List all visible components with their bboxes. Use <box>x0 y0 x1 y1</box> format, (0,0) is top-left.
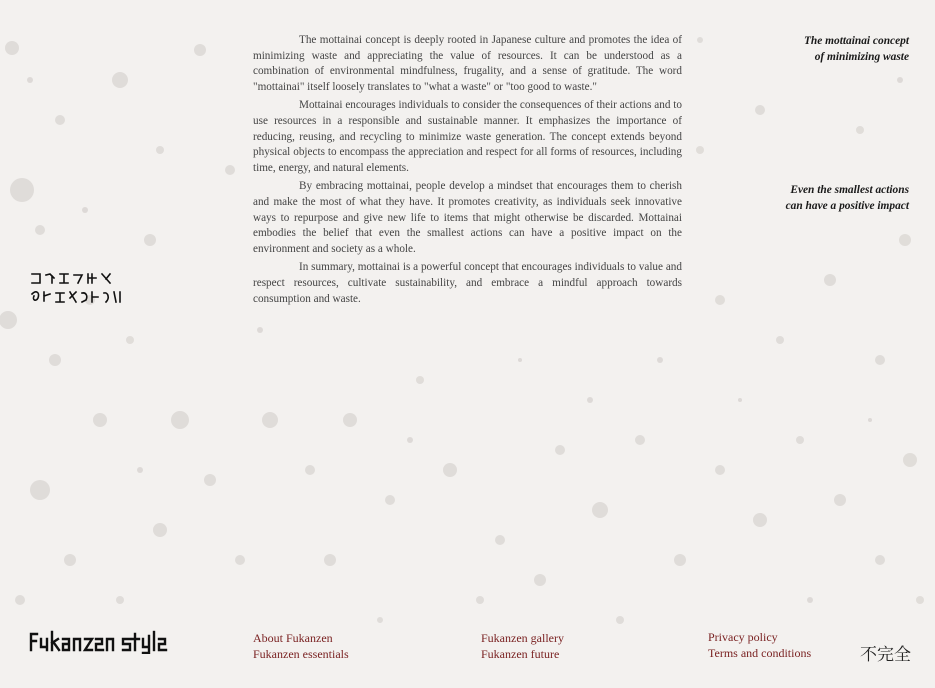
footer-link-future[interactable]: Fukanzen future <box>481 647 560 661</box>
footer-link-privacy[interactable]: Privacy policy <box>708 630 778 644</box>
article-paragraph: In summary, mottainai is a powerful concept that encourages individuals to value and respect resources, cultivate sustainability, and embrace a mindful approach towards consumption and waste. <box>253 261 682 305</box>
pull-quote-minimizing-waste <box>709 33 909 65</box>
footer-link-essentials[interactable]: Fukanzen essentials <box>253 647 349 661</box>
footer-link-about[interactable]: About Fukanzen <box>253 631 333 645</box>
decorative-glyph-mark <box>30 270 130 310</box>
footer-link-gallery[interactable]: Fukanzen gallery <box>481 631 564 645</box>
article-paragraph: By embracing mottainai, people develop a mindset that encourages them to cherish and make the most of what they have. It promotes creativity, as individuals seek innovative ways to repurpose and give new life to items that might otherwise be discarded. Mottainai embodies the belief that even the smallest actions can have a positive impact on the environment and society as a whole. <box>253 180 682 255</box>
pull-quote-line: of minimizing waste <box>814 51 909 63</box>
article-paragraph: The mottainai concept is deeply rooted in Japanese culture and promotes the idea of minimizing waste and appreciating the value of resources. It can be understood as a combination of environmental mindfulness, frugality, and a sense of gratitude. The word "mottainai" itself loosely translates to "what a waste" or "too good to waste." <box>253 34 682 93</box>
fukanzen-kanji-mark: 不完全 <box>860 645 911 665</box>
footer-links-gallery <box>481 630 564 662</box>
fukanzen-style-logo[interactable] <box>28 628 168 654</box>
footer-links-legal <box>708 629 811 661</box>
footer-links-about <box>253 630 349 662</box>
pull-quote-smallest-actions <box>709 182 909 214</box>
article-body <box>253 33 682 310</box>
article-paragraph: Mottainai encourages individuals to consider the consequences of their actions and to use resources in a responsible and sustainable manner. It emphasizes the importance of reducing, reusing, and recycling to minimize waste generation. The concept extends beyond physical objects to encompass the appreciation and respect for all forms of resources, including time, energy, and natural elements. <box>253 99 682 174</box>
pull-quote-line: can have a positive impact <box>785 200 909 212</box>
footer-link-terms[interactable]: Terms and conditions <box>708 646 812 660</box>
pull-quote-line: The mottainai concept <box>803 35 909 47</box>
pull-quote-line: Even the smallest actions <box>790 184 909 196</box>
